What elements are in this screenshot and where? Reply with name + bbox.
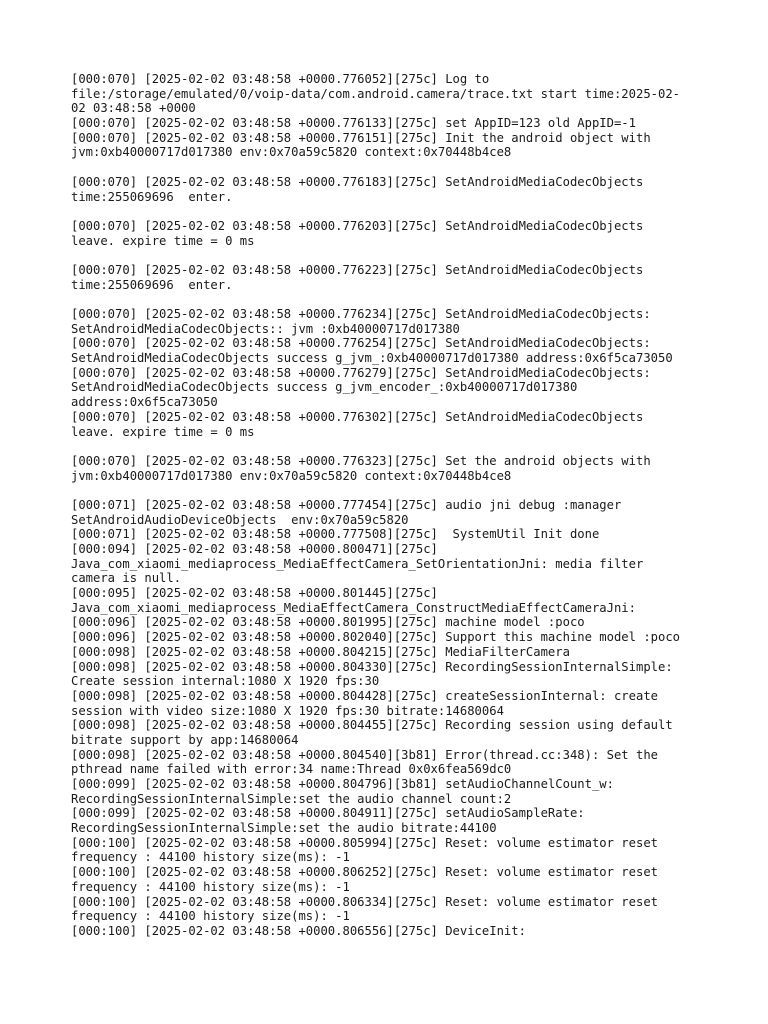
log-line: time:255069696 enter.	[71, 189, 233, 204]
log-line: file:/storage/emulated/0/voip-data/com.android.camera/trace.txt start time:2025-02-	[71, 86, 681, 101]
log-line: [000:070] [2025-02-02 03:48:58 +0000.776254][275c] SetAndroidMediaCodecObjects:	[71, 336, 651, 351]
log-line	[71, 160, 711, 175]
log-line	[71, 292, 711, 307]
log-line: address:0x6f5ca73050	[71, 395, 218, 410]
log-line: [000:100] [2025-02-02 03:48:58 +0000.806334][275c] Reset: volume estimator reset	[71, 894, 658, 909]
log-line: Create session internal:1080 X 1920 fps:30	[71, 674, 380, 689]
log-line: jvm:0xb40000717d017380 env:0x70a59c5820 context:0x70448b4ce8	[71, 468, 512, 483]
log-line: [000:098] [2025-02-02 03:48:58 +0000.804428][275c] createSessionInternal: create	[71, 688, 658, 703]
log-line: frequency : 44100 history size(ms): -1	[71, 879, 350, 894]
log-line: [000:070] [2025-02-02 03:48:58 +0000.776223][275c] SetAndroidMediaCodecObjects	[71, 262, 644, 277]
log-line: [000:070] [2025-02-02 03:48:58 +0000.776302][275c] SetAndroidMediaCodecObjects	[71, 409, 644, 424]
log-line: [000:098] [2025-02-02 03:48:58 +0000.804540][3b81] Error(thread.cc:348): Set the	[71, 747, 658, 762]
log-line: Java_com_xiaomi_mediaprocess_MediaEffectCamera_ConstructMediaEffectCameraJni:	[71, 600, 636, 615]
log-line: [000:098] [2025-02-02 03:48:58 +0000.804330][275c] RecordingSessionInternalSimple:	[71, 659, 673, 674]
log-line: time:255069696 enter.	[71, 277, 233, 292]
log-line: 02 03:48:58 +0000	[71, 101, 196, 116]
log-line: pthread name failed with error:34 name:Thread 0x0x6fea569dc0	[71, 762, 512, 777]
log-line: [000:070] [2025-02-02 03:48:58 +0000.776052][275c] Log to	[71, 72, 490, 86]
log-line: leave. expire time = 0 ms	[71, 424, 255, 439]
log-line: [000:100] [2025-02-02 03:48:58 +0000.806252][275c] Reset: volume estimator reset	[71, 865, 658, 880]
log-line: [000:070] [2025-02-02 03:48:58 +0000.776203][275c] SetAndroidMediaCodecObjects	[71, 218, 644, 233]
log-line: [000:096] [2025-02-02 03:48:58 +0000.802040][275c] Support this machine model :poco	[71, 630, 681, 645]
log-line	[71, 248, 711, 263]
log-line: [000:098] [2025-02-02 03:48:58 +0000.804455][275c] Recording session using default	[71, 718, 673, 733]
log-line: [000:070] [2025-02-02 03:48:58 +0000.776183][275c] SetAndroidMediaCodecObjects	[71, 174, 644, 189]
log-line: bitrate support by app:14680064	[71, 732, 299, 747]
log-line: leave. expire time = 0 ms	[71, 233, 255, 248]
log-line	[71, 439, 711, 454]
log-line: [000:095] [2025-02-02 03:48:58 +0000.801445][275c]	[71, 586, 438, 601]
log-line: [000:100] [2025-02-02 03:48:58 +0000.805994][275c] Reset: volume estimator reset	[71, 835, 658, 850]
log-line: RecordingSessionInternalSimple:set the audio bitrate:44100	[71, 821, 497, 836]
log-line: [000:070] [2025-02-02 03:48:58 +0000.776323][275c] Set the android objects with	[71, 453, 651, 468]
log-line: session with video size:1080 X 1920 fps:30 bitrate:14680064	[71, 703, 504, 718]
log-line: SetAndroidMediaCodecObjects success g_jvm_encoder_:0xb40000717d017380	[71, 380, 578, 395]
log-line: jvm:0xb40000717d017380 env:0x70a59c5820 context:0x70448b4ce8	[71, 145, 512, 160]
log-line: [000:070] [2025-02-02 03:48:58 +0000.776133][275c] set AppID=123 old AppID=-1	[71, 116, 636, 131]
log-line: SetAndroidMediaCodecObjects success g_jvm_:0xb40000717d017380 address:0x6f5ca73050	[71, 351, 673, 366]
log-line: RecordingSessionInternalSimple:set the audio channel count:2	[71, 791, 512, 806]
log-line: camera is null.	[71, 571, 182, 586]
log-line: frequency : 44100 history size(ms): -1	[71, 850, 350, 865]
log-line: SetAndroidMediaCodecObjects:: jvm :0xb40000717d017380	[71, 321, 460, 336]
log-line: [000:098] [2025-02-02 03:48:58 +0000.804215][275c] MediaFilterCamera	[71, 644, 570, 659]
log-line: [000:070] [2025-02-02 03:48:58 +0000.776279][275c] SetAndroidMediaCodecObjects:	[71, 365, 651, 380]
log-line: [000:070] [2025-02-02 03:48:58 +0000.776151][275c] Init the android object with	[71, 130, 651, 145]
log-text-block	[71, 72, 711, 939]
log-line: Java_com_xiaomi_mediaprocess_MediaEffectCamera_SetOrientationJni: media filter	[71, 556, 644, 571]
log-line: [000:094] [2025-02-02 03:48:58 +0000.800471][275c]	[71, 542, 438, 556]
log-line	[71, 483, 711, 498]
log-line: SetAndroidAudioDeviceObjects env:0x70a59c5820	[71, 512, 409, 527]
log-line: [000:100] [2025-02-02 03:48:58 +0000.806556][275c] DeviceInit:	[71, 923, 526, 938]
log-line: frequency : 44100 history size(ms): -1	[71, 909, 350, 924]
log-line: [000:099] [2025-02-02 03:48:58 +0000.804911][275c] setAudioSampleRate:	[71, 806, 585, 821]
log-line: [000:071] [2025-02-02 03:48:58 +0000.777454][275c] audio jni debug :manager	[71, 497, 622, 512]
log-line: [000:071] [2025-02-02 03:48:58 +0000.777508][275c] SystemUtil Init done	[71, 527, 600, 542]
log-line	[71, 204, 711, 219]
log-line: [000:096] [2025-02-02 03:48:58 +0000.801995][275c] machine model :poco	[71, 615, 585, 630]
log-line: [000:099] [2025-02-02 03:48:58 +0000.804796][3b81] setAudioChannelCount_w:	[71, 777, 614, 791]
log-line: [000:070] [2025-02-02 03:48:58 +0000.776234][275c] SetAndroidMediaCodecObjects:	[71, 307, 651, 321]
